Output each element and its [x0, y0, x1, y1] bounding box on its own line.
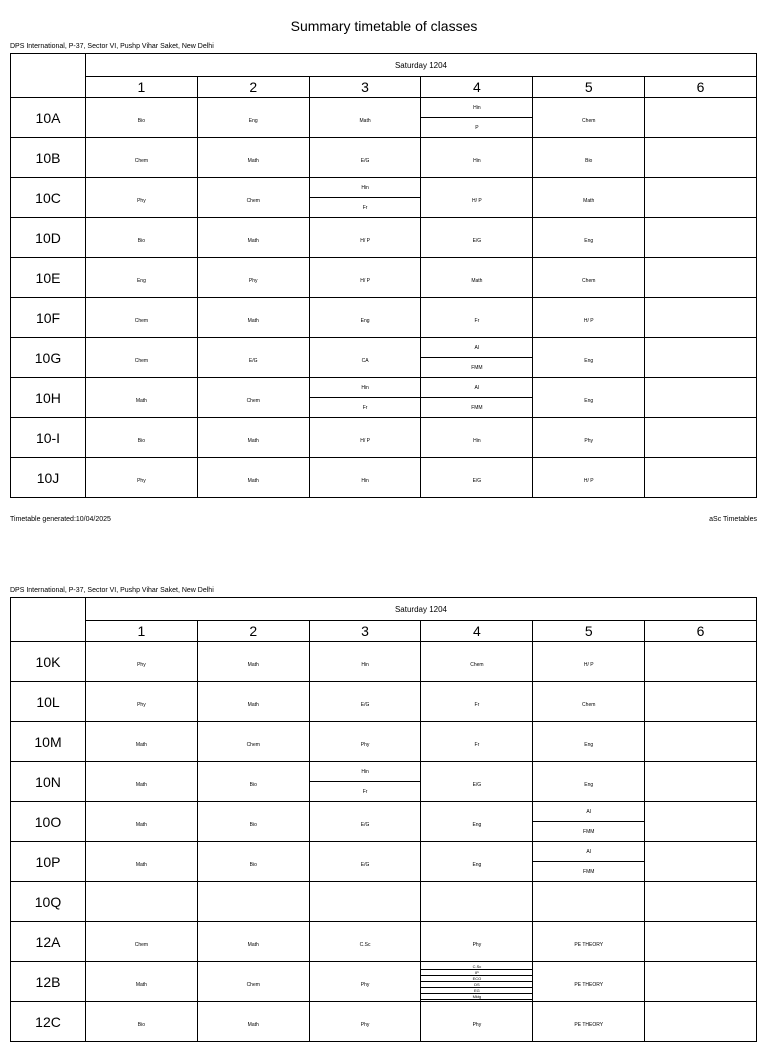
lesson-cell: [309, 338, 421, 378]
lesson-cell: [309, 298, 421, 338]
subject-label: Math: [247, 317, 259, 324]
lesson-cell: [421, 98, 533, 138]
lesson-cell: [533, 722, 645, 762]
subject-label: Phy: [584, 437, 594, 444]
lesson-cell: [645, 762, 757, 802]
subject-label: Bio: [249, 821, 257, 828]
subject-label: Chem: [246, 981, 260, 988]
subject-label: Phy: [137, 197, 146, 204]
subject-label: PE THEORY: [574, 981, 604, 988]
subject-label: Chem: [470, 661, 484, 668]
lesson-cell: [421, 762, 533, 802]
school-name: DPS International, P-37, Sector VI, Pushp Vihar Saket, New Delhi: [10, 43, 214, 50]
lesson-cell: [421, 882, 533, 922]
class-label: 10D: [11, 218, 86, 258]
subject-label: Eng: [360, 317, 370, 324]
lesson-cell: [309, 642, 421, 682]
subject-label: Fr: [310, 397, 421, 417]
lesson-cell: [197, 882, 309, 922]
class-row: [11, 258, 757, 298]
lesson-cell: [533, 842, 645, 882]
lesson-cell: [86, 138, 198, 178]
period-header: 2: [197, 621, 309, 642]
lesson-cell: [645, 258, 757, 298]
subject-label: Bio: [249, 861, 257, 868]
subject-label: Chem: [134, 317, 149, 324]
subject-label: Eng: [248, 117, 258, 124]
lesson-cell: [309, 178, 421, 218]
subject-label: Math: [247, 661, 259, 668]
subject-label: DS: [421, 982, 532, 988]
lesson-cell: [86, 378, 198, 418]
lesson-cell: [309, 418, 421, 458]
subject-label: PE THEORY: [574, 941, 604, 948]
lesson-cell: [421, 338, 533, 378]
subject-label: Math: [135, 781, 147, 788]
lesson-cell: [86, 298, 198, 338]
subject-label: Chem: [134, 157, 149, 164]
day-header: Saturday 1204: [86, 54, 757, 77]
lesson-cell: [421, 802, 533, 842]
subject-label: E/G: [360, 861, 370, 868]
lesson-cell: [533, 98, 645, 138]
period-header: 3: [309, 621, 421, 642]
lesson-cell: [645, 922, 757, 962]
lesson-cell: [309, 762, 421, 802]
subject-label: Hin: [473, 104, 481, 111]
lesson-cell: [533, 642, 645, 682]
period-header: 4: [421, 621, 533, 642]
subject-label: Phy: [137, 701, 146, 708]
subject-label: H/ P: [583, 317, 594, 324]
period-header: 5: [533, 621, 645, 642]
class-label: 12A: [11, 922, 86, 962]
lesson-cell: [86, 682, 198, 722]
subject-label: Hin: [361, 384, 369, 391]
lesson-cell: [197, 962, 309, 1002]
subject-label: Eng: [584, 781, 594, 788]
subject-label: Math: [247, 1021, 259, 1028]
period-header: 5: [533, 77, 645, 98]
lesson-cell: [197, 178, 309, 218]
subject-label: Bio: [137, 237, 146, 244]
lesson-cell: [309, 802, 421, 842]
lesson-cell: [86, 338, 198, 378]
class-label: 10L: [11, 682, 86, 722]
subject-label: Eng: [584, 237, 594, 244]
subject-label: E/G: [360, 701, 370, 708]
brand-label: aSc Timetables: [709, 516, 757, 523]
lesson-cell: [197, 258, 309, 298]
class-label: 12C: [11, 1002, 86, 1042]
class-label: 10P: [11, 842, 86, 882]
subject-label: Math: [583, 197, 595, 204]
class-row: [11, 722, 757, 762]
subject-label: H/ P: [360, 237, 370, 244]
class-row: [11, 802, 757, 842]
period-header: 2: [197, 77, 309, 98]
lesson-cell: [86, 458, 198, 498]
lesson-cell: [197, 762, 309, 802]
lesson-cell: [421, 458, 533, 498]
lesson-cell: [645, 458, 757, 498]
class-row: [11, 922, 757, 962]
subject-label: Math: [247, 477, 259, 484]
class-label: 10-I: [11, 418, 86, 458]
class-label: 10G: [11, 338, 86, 378]
class-row: [11, 418, 757, 458]
subject-label: FMM: [533, 861, 644, 881]
subject-label: AI: [474, 344, 480, 351]
subject-label: Math: [135, 397, 147, 404]
lesson-cell: [645, 682, 757, 722]
lesson-cell: [645, 338, 757, 378]
lesson-cell: [645, 98, 757, 138]
class-label: 10A: [11, 98, 86, 138]
lesson-cell: [86, 1002, 198, 1042]
subject-label: Chem: [246, 741, 260, 748]
lesson-cell: [533, 418, 645, 458]
subject-label: Math: [247, 157, 259, 164]
class-row: [11, 682, 757, 722]
lesson-cell: [533, 1002, 645, 1042]
subject-label: Eng: [584, 397, 594, 404]
class-row: [11, 298, 757, 338]
period-header: 1: [86, 77, 198, 98]
subject-label: E/G: [472, 477, 482, 484]
subject-label: Hin: [361, 768, 369, 775]
subject-label: C.Sc: [359, 941, 371, 948]
subject-label: H/ P: [583, 661, 594, 668]
subject-label: E/G: [248, 357, 258, 364]
subject-label: Chem: [582, 117, 596, 124]
class-row: [11, 762, 757, 802]
lesson-cell: [309, 842, 421, 882]
period-header: 6: [645, 77, 757, 98]
lesson-cell: [197, 802, 309, 842]
subject-label: Math: [247, 701, 259, 708]
period-header: 4: [421, 77, 533, 98]
lesson-cell: [309, 378, 421, 418]
lesson-cell: [533, 298, 645, 338]
subject-label: Chem: [134, 941, 149, 948]
lesson-cell: [421, 298, 533, 338]
subject-label: Chem: [582, 277, 596, 284]
subject-label: Hin: [361, 184, 369, 191]
lesson-cell: [309, 1002, 421, 1042]
lesson-cell: [421, 642, 533, 682]
class-row: [11, 882, 757, 922]
subject-label: FMM: [533, 821, 644, 841]
lesson-cell: [197, 138, 309, 178]
class-label: 10Q: [11, 882, 86, 922]
lesson-cell: [197, 298, 309, 338]
lesson-cell: [645, 178, 757, 218]
lesson-cell: [533, 802, 645, 842]
lesson-cell: [197, 338, 309, 378]
subject-label: H/ P: [360, 277, 370, 284]
lesson-cell: [421, 418, 533, 458]
period-header: 1: [86, 621, 198, 642]
subject-label: Fr: [474, 317, 480, 324]
subject-label: CA: [361, 357, 369, 364]
period-header: 3: [309, 77, 421, 98]
lesson-cell: [533, 258, 645, 298]
class-label: 10K: [11, 642, 86, 682]
class-row: [11, 338, 757, 378]
subject-label: Chem: [246, 197, 260, 204]
subject-label: Eng: [472, 861, 482, 868]
class-label: 10N: [11, 762, 86, 802]
subject-label: Phy: [137, 477, 146, 484]
lesson-cell: [421, 842, 533, 882]
subject-label: H/ P: [583, 477, 594, 484]
lesson-cell: [197, 378, 309, 418]
subject-label: Math: [359, 117, 371, 124]
lesson-cell: [197, 842, 309, 882]
lesson-cell: [645, 642, 757, 682]
lesson-cell: [421, 922, 533, 962]
subject-label: IP: [421, 970, 532, 976]
lesson-cell: [309, 882, 421, 922]
lesson-cell: [86, 922, 198, 962]
lesson-cell: [533, 922, 645, 962]
lesson-cell: [86, 98, 198, 138]
lesson-cell: [533, 682, 645, 722]
subject-label: Phy: [360, 981, 370, 988]
subject-label: Bio: [137, 117, 146, 124]
lesson-cell: [86, 258, 198, 298]
subject-label: Phy: [472, 941, 482, 948]
subject-label: Chem: [134, 357, 149, 364]
subject-label: EG: [421, 988, 532, 994]
lesson-cell: [421, 962, 533, 1002]
subject-label: Hin: [361, 477, 369, 484]
class-row: [11, 98, 757, 138]
class-label: 10H: [11, 378, 86, 418]
subject-label: FMM: [421, 397, 532, 417]
subject-label: H/ P: [360, 437, 370, 444]
subject-label: Hin: [473, 157, 481, 164]
timetable-generated: Timetable generated:10/04/2025: [10, 516, 111, 523]
class-row: [11, 378, 757, 418]
lesson-cell: [645, 722, 757, 762]
class-label: 12B: [11, 962, 86, 1002]
lesson-cell: [309, 218, 421, 258]
subject-label: Eng: [472, 821, 482, 828]
lesson-cell: [86, 842, 198, 882]
lesson-cell: [197, 218, 309, 258]
subject-label: Bio: [249, 781, 257, 788]
lesson-cell: [421, 178, 533, 218]
lesson-cell: [645, 378, 757, 418]
subject-label: AI: [586, 848, 592, 855]
subject-label: Phy: [360, 741, 370, 748]
subject-label: Hin: [361, 661, 369, 668]
lesson-cell: [86, 802, 198, 842]
lesson-cell: [197, 642, 309, 682]
subject-label: Fr: [474, 701, 480, 708]
subject-label: E/G: [360, 157, 370, 164]
subject-label: Math: [135, 861, 147, 868]
lesson-cell: [533, 378, 645, 418]
lesson-cell: [86, 962, 198, 1002]
lesson-cell: [533, 458, 645, 498]
lesson-cell: [86, 882, 198, 922]
subject-label: Phy: [248, 277, 258, 284]
subject-label: Bio: [137, 1021, 146, 1028]
lesson-cell: [533, 882, 645, 922]
lesson-cell: [197, 682, 309, 722]
page-title: Summary timetable of classes: [290, 18, 478, 34]
lesson-cell: [197, 418, 309, 458]
lesson-cell: [533, 762, 645, 802]
lesson-cell: [309, 138, 421, 178]
subject-label: Fr: [310, 197, 421, 217]
subject-label: Fr: [310, 781, 421, 801]
lesson-cell: [421, 138, 533, 178]
lesson-cell: [645, 138, 757, 178]
subject-label: Phy: [137, 661, 146, 668]
lesson-cell: [197, 98, 309, 138]
lesson-cell: [309, 722, 421, 762]
lesson-cell: [86, 642, 198, 682]
corner-cell: [11, 54, 86, 98]
lesson-cell: [86, 418, 198, 458]
subject-label: Math: [247, 941, 259, 948]
subject-label: Mktg: [421, 994, 532, 1000]
subject-label: Math: [247, 237, 259, 244]
subject-label: PE THEORY: [574, 1021, 604, 1028]
subject-label: Eng: [584, 357, 594, 364]
lesson-cell: [421, 258, 533, 298]
lesson-cell: [86, 178, 198, 218]
lesson-cell: [86, 218, 198, 258]
class-label: 10E: [11, 258, 86, 298]
class-row: [11, 1002, 757, 1042]
lesson-cell: [645, 842, 757, 882]
lesson-cell: [86, 722, 198, 762]
subject-label: Bio: [585, 157, 593, 164]
class-row: [11, 458, 757, 498]
subject-label: AI: [474, 384, 480, 391]
lesson-cell: [645, 802, 757, 842]
subject-label: Math: [471, 277, 483, 284]
lesson-cell: [533, 138, 645, 178]
subject-label: AI: [586, 808, 592, 815]
subject-label: Bio: [137, 437, 146, 444]
subject-label: Eng: [584, 741, 594, 748]
lesson-cell: [309, 98, 421, 138]
lesson-cell: [533, 338, 645, 378]
lesson-cell: [197, 922, 309, 962]
subject-label: E/G: [472, 237, 482, 244]
class-row: [11, 218, 757, 258]
lesson-cell: [645, 962, 757, 1002]
class-label: 10M: [11, 722, 86, 762]
class-row: [11, 178, 757, 218]
class-row: [11, 962, 757, 1002]
lesson-cell: [645, 882, 757, 922]
class-label: 10O: [11, 802, 86, 842]
subject-label: Math: [135, 741, 147, 748]
subject-label: H/ P: [472, 197, 482, 204]
lesson-cell: [645, 298, 757, 338]
subject-label: C.Sc: [421, 964, 532, 970]
subject-label: Fr: [474, 741, 480, 748]
lesson-cell: [309, 258, 421, 298]
corner-cell: [11, 598, 86, 642]
school-name: DPS International, P-37, Sector VI, Pushp Vihar Saket, New Delhi: [10, 587, 214, 594]
lesson-cell: [197, 722, 309, 762]
subject-label: Math: [135, 821, 147, 828]
lesson-cell: [645, 1002, 757, 1042]
subject-label: Eng: [136, 277, 146, 284]
subject-label: P: [421, 117, 532, 137]
class-label: 10F: [11, 298, 86, 338]
lesson-cell: [533, 218, 645, 258]
lesson-cell: [421, 722, 533, 762]
timetable-1: [10, 53, 757, 498]
lesson-cell: [309, 682, 421, 722]
lesson-cell: [533, 962, 645, 1002]
subject-label: Hin: [473, 437, 481, 444]
subject-label: Chem: [582, 701, 596, 708]
subject-label: E/G: [472, 781, 482, 788]
lesson-cell: [421, 1002, 533, 1042]
class-row: [11, 842, 757, 882]
class-label: 10B: [11, 138, 86, 178]
subject-label: FMM: [421, 357, 532, 377]
lesson-cell: [86, 762, 198, 802]
lesson-cell: [197, 1002, 309, 1042]
subject-label: Chem: [246, 397, 260, 404]
lesson-cell: [533, 178, 645, 218]
day-header: Saturday 1204: [86, 598, 757, 621]
period-header: 6: [645, 621, 757, 642]
lesson-cell: [421, 378, 533, 418]
class-label: 10C: [11, 178, 86, 218]
lesson-cell: [421, 682, 533, 722]
lesson-cell: [421, 218, 533, 258]
subject-label: Phy: [360, 1021, 370, 1028]
class-label: 10J: [11, 458, 86, 498]
subject-label: Phy: [472, 1021, 482, 1028]
lesson-cell: [645, 418, 757, 458]
lesson-cell: [645, 218, 757, 258]
lesson-cell: [309, 962, 421, 1002]
lesson-cell: [197, 458, 309, 498]
subject-label: ECO: [421, 976, 532, 982]
class-row: [11, 138, 757, 178]
subject-label: Math: [247, 437, 259, 444]
class-row: [11, 642, 757, 682]
subject-label: Math: [135, 981, 147, 988]
lesson-cell: [309, 458, 421, 498]
subject-label: E/G: [360, 821, 370, 828]
timetable-2: [10, 597, 757, 1042]
lesson-cell: [309, 922, 421, 962]
